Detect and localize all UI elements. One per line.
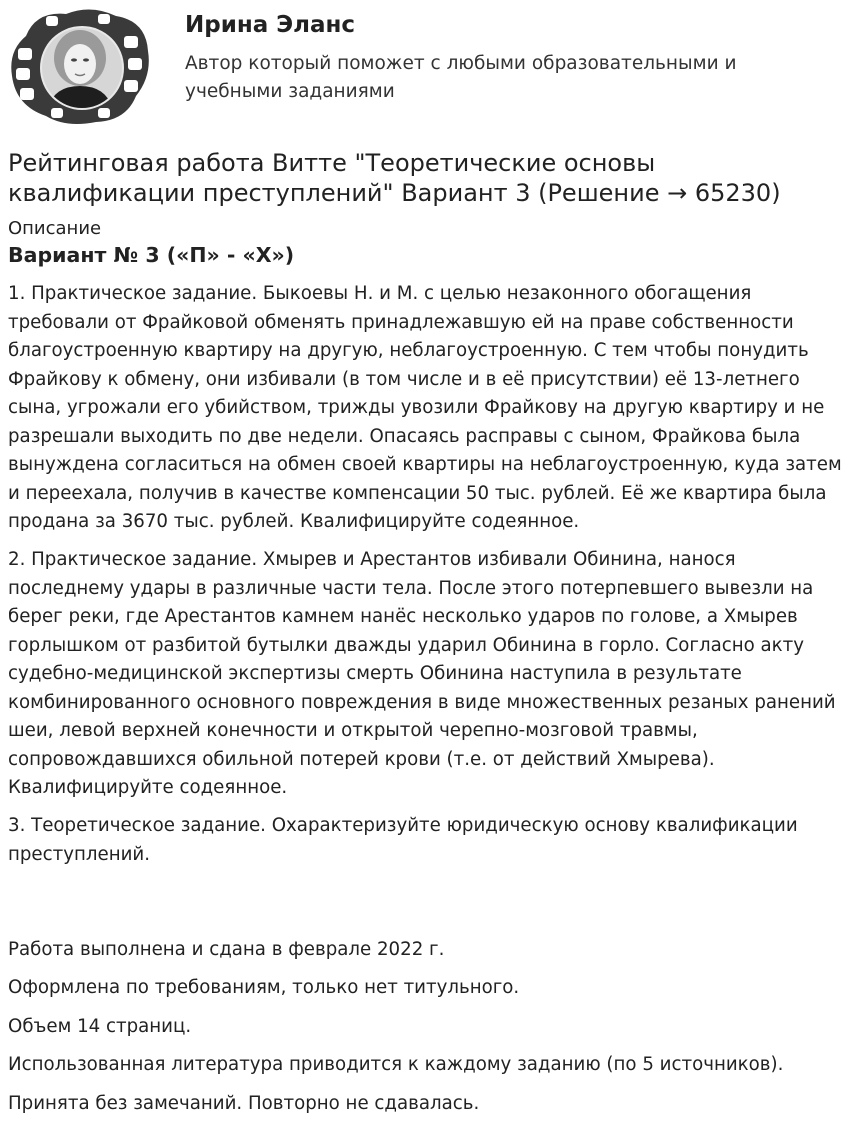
task-paragraph: 2. Практическое задание. Хмырев и Арестантов избивали Обинина, нанося последнему удары в различные части тела. После этого потерпевшего вывезли на берег реки, где Арестантов камнем нанёс несколько ударов по голове, а Хмырев горлышком от разбитой бутылки дважды ударил Обинина в горло. Согласно акту судебно-медицинской экспертизы смерть Обинина наступила в результате комбинированного основного повреждения в виде множественных резаных ранений шеи, левой верхней конечности и открытой черепно-мозговой травмы, сопровождавшихся обильной потерей крови (т.е. от действий Хмырева). Квалифицируйте содеянное. bbox=[8, 549, 836, 798]
description-body bbox=[8, 280, 844, 1128]
task-paragraph: 3. Теоретическое задание. Охарактеризуйте юридическую основу квалификации преступлений. bbox=[8, 815, 798, 865]
page-title: Рейтинговая работа Витте "Теоретические основы квалификации преступлений" Вариант 3 (Решение → 65230) bbox=[8, 149, 781, 207]
film-reel-avatar-icon bbox=[6, 6, 152, 126]
spacer bbox=[8, 879, 844, 936]
author-avatar[interactable] bbox=[6, 6, 152, 126]
note-paragraph: Использованная литература приводится к каждому заданию (по 5 источников). bbox=[8, 1054, 784, 1075]
note-paragraph: Объем 14 страниц. bbox=[8, 1015, 192, 1037]
author-name[interactable]: Ирина Эланс bbox=[185, 12, 356, 38]
description-label: Описание bbox=[8, 218, 102, 239]
note-paragraph: Оформлена по требованиям, только нет титульного. bbox=[8, 977, 520, 998]
author-description: Автор который поможет с любыми образовательными и учебными заданиями bbox=[185, 53, 737, 102]
author-header bbox=[0, 0, 847, 130]
note-paragraph: Работа выполнена и сдана в феврале 2022 г. bbox=[8, 938, 445, 960]
variant-heading: Вариант № 3 («П» - «Х») bbox=[8, 243, 295, 267]
task-paragraph: 1. Практическое задание. Быкоевы Н. и М. с целью незаконного обогащения требовали от Фрайковой обменять принадлежавшую ей на праве собственности благоустроенную квартиру на другую, неблагоустроенную. С тем чтобы понудить Фрайкову к обмену, они избивали (в том числе и в её присутствии) её 13-летнего сына, угрожали его убийством, трижды увозили Фрайкову на другую квартиру и не разрешали выходить по две недели. Опасаясь расправы с сыном, Фрайкова была вынуждена согласиться на обмен своей квартиры на неблагоустроенную, куда затем и переехала, получив в качестве компенсации 50 тыс. рублей. Её же квартира была продана за 3670 тыс. рублей. Квалифицируйте содеянное. bbox=[8, 283, 842, 532]
note-paragraph: Принята без замечаний. Повторно не сдавалась. bbox=[8, 1092, 480, 1114]
